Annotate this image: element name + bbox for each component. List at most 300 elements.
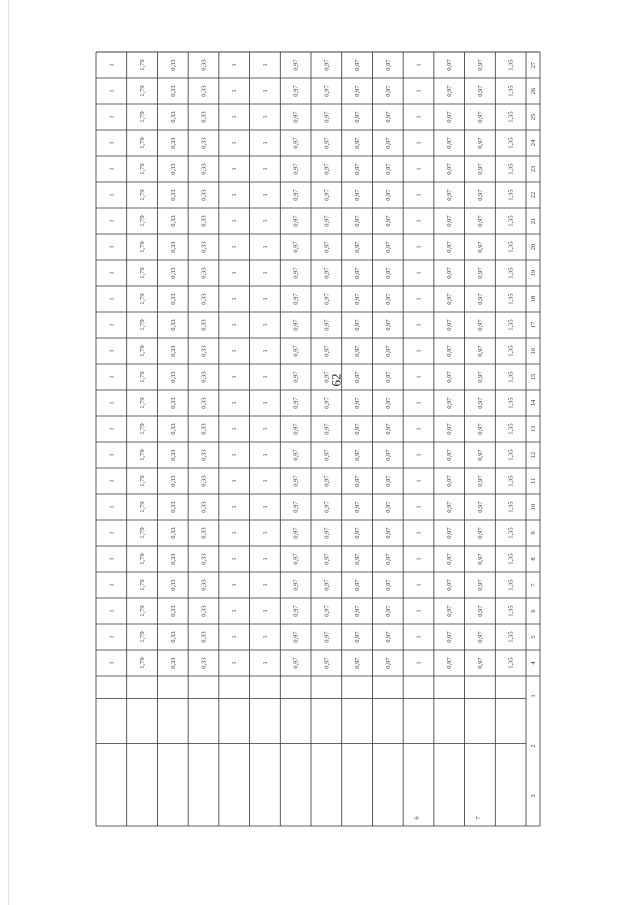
table-cell: 0,97 <box>354 345 362 357</box>
table-cell: 1,79 <box>139 605 147 617</box>
table-cell: 0,33 <box>169 85 177 97</box>
table-cell: 1,79 <box>139 137 147 149</box>
table-cell: 0,97 <box>292 189 300 201</box>
table-cell: 1,35 <box>507 267 515 279</box>
table-cell: 0,33 <box>200 631 208 643</box>
table-cell: 0,33 <box>200 137 208 149</box>
table-cell: 1,79 <box>139 371 147 383</box>
table-cell: 0,97 <box>354 59 362 71</box>
table-cell: 1 <box>261 167 269 171</box>
table-cell: 0,97 <box>323 241 331 253</box>
table-cell: 0,33 <box>169 657 177 669</box>
table-cell: 1 <box>231 375 239 379</box>
table-cell: 0,33 <box>169 501 177 513</box>
table-cell: 0,97 <box>446 501 454 513</box>
table-cell: 0,97 <box>354 111 362 123</box>
table-cell: 0,97 <box>384 657 392 669</box>
table-cell: 0,97 <box>354 215 362 227</box>
table-cell: 1,79 <box>139 579 147 591</box>
page-number: 62 <box>328 373 344 387</box>
table-cell: 0,33 <box>169 475 177 487</box>
table-cell: 0,97 <box>384 189 392 201</box>
table-cell: 0,97 <box>384 371 392 383</box>
table-cell: 1,35 <box>507 293 515 305</box>
table-cell: 1 <box>415 167 423 171</box>
table-cell: 0,97 <box>446 163 454 175</box>
table-cell: 1 <box>108 115 116 119</box>
table-cell: 0,97 <box>292 345 300 357</box>
column-number: 15 <box>530 373 537 381</box>
table-cell: 0,33 <box>200 163 208 175</box>
table-cell: 1 <box>261 193 269 197</box>
column-number: 7 <box>530 583 537 587</box>
table-cell: 0,97 <box>446 631 454 643</box>
table-cell: 0,97 <box>323 189 331 201</box>
table-cell: 0,33 <box>200 267 208 279</box>
table-cell: 1 <box>231 557 239 561</box>
table-cell: 0,97 <box>292 397 300 409</box>
table-cell: 1 <box>415 323 423 327</box>
table-cell: 1 <box>231 531 239 535</box>
table-cell: 0,97 <box>384 345 392 357</box>
column-number: 23 <box>530 165 537 173</box>
table-cell: 1 <box>231 609 239 613</box>
column-number: 13 <box>530 425 537 433</box>
table-cell: 0,33 <box>169 449 177 461</box>
table-cell: 1 <box>415 245 423 249</box>
table-cell: 0,33 <box>200 371 208 383</box>
table-cell: 0,97 <box>323 631 331 643</box>
column-number: 4 <box>530 661 537 665</box>
table-cell: 1 <box>231 219 239 223</box>
table-cell: 0,33 <box>169 111 177 123</box>
table-cell: 1,35 <box>507 319 515 331</box>
table-cell: 1 <box>261 479 269 483</box>
table-cell: 0,33 <box>169 371 177 383</box>
table-cell: 1 <box>261 63 269 67</box>
column-number: 8 <box>530 557 537 561</box>
table-cell: 0,33 <box>169 137 177 149</box>
header-number: 2 <box>530 744 537 748</box>
table-cell: 0,97 <box>446 111 454 123</box>
table-cell: 0,97 <box>476 163 484 175</box>
table-cell: 0,33 <box>169 345 177 357</box>
table-cell: 0,97 <box>476 215 484 227</box>
table-cell: 0,33 <box>200 553 208 565</box>
table-cell: 0,97 <box>323 345 331 357</box>
table-cell: 1 <box>261 349 269 353</box>
section-number: 7 <box>474 816 482 820</box>
header-number: 3 <box>530 794 537 798</box>
table-cell: 0,97 <box>384 449 392 461</box>
table-cell: 0,97 <box>384 111 392 123</box>
table-cell: 0,97 <box>446 319 454 331</box>
table-cell: 0,97 <box>354 579 362 591</box>
table-cell: 1,79 <box>139 163 147 175</box>
table-cell: 1 <box>261 635 269 639</box>
column-number: 21 <box>530 217 537 225</box>
table-cell: 1,35 <box>507 501 515 513</box>
table-cell: 1 <box>261 141 269 145</box>
table-cell: 1 <box>108 479 116 483</box>
table-cell: 1,79 <box>139 475 147 487</box>
table-cell: 0,97 <box>292 371 300 383</box>
table-cell: 0,97 <box>384 397 392 409</box>
table-cell: 1 <box>231 583 239 587</box>
table-cell: 1 <box>231 245 239 249</box>
table-cell: 0,33 <box>169 319 177 331</box>
table-cell: 1 <box>108 505 116 509</box>
table-cell: 0,97 <box>476 345 484 357</box>
table-cell: 0,33 <box>169 59 177 71</box>
table-cell: 1 <box>261 297 269 301</box>
table-cell: 0,97 <box>292 137 300 149</box>
table-cell: 0,97 <box>476 527 484 539</box>
table-cell: 0,97 <box>384 527 392 539</box>
table-cell: 0,97 <box>476 501 484 513</box>
table-cell: 0,97 <box>384 579 392 591</box>
table-cell: 0,97 <box>354 501 362 513</box>
column-number: 26 <box>530 87 537 95</box>
table-cell: 0,97 <box>354 631 362 643</box>
table-cell: 1,35 <box>507 423 515 435</box>
table-cell: 0,97 <box>323 111 331 123</box>
table-cell: 1,79 <box>139 631 147 643</box>
table-cell: 0,97 <box>354 85 362 97</box>
table-cell: 0,97 <box>292 501 300 513</box>
table-cell: 0,33 <box>200 657 208 669</box>
table-cell: 0,97 <box>476 553 484 565</box>
table-cell: 0,97 <box>292 423 300 435</box>
column-number: 5 <box>530 635 537 639</box>
table-cell: 0,97 <box>446 267 454 279</box>
table-cell: 0,33 <box>200 319 208 331</box>
table-cell: 0,97 <box>354 527 362 539</box>
table-cell: 0,97 <box>446 579 454 591</box>
table-cell: 0,97 <box>476 449 484 461</box>
table-cell: 0,97 <box>446 371 454 383</box>
table-cell: 0,97 <box>323 553 331 565</box>
table-cell: 1,35 <box>507 553 515 565</box>
table-cell: 0,97 <box>354 267 362 279</box>
table-cell: 0,97 <box>292 59 300 71</box>
table-cell: 0,97 <box>384 59 392 71</box>
table-cell: 1 <box>108 245 116 249</box>
column-number: 12 <box>530 451 537 459</box>
table-cell: 1 <box>108 141 116 145</box>
column-number: 27 <box>530 61 537 69</box>
table-cell: 1,35 <box>507 631 515 643</box>
table-cell: 0,33 <box>169 553 177 565</box>
table-cell: 1 <box>261 557 269 561</box>
table-cell: 0,33 <box>200 111 208 123</box>
table-cell: 1 <box>108 89 116 93</box>
table-cell: 0,97 <box>476 137 484 149</box>
table-cell: 1 <box>108 193 116 197</box>
table-cell: 0,97 <box>446 345 454 357</box>
table-cell: 0,33 <box>200 605 208 617</box>
table-cell: 0,97 <box>476 397 484 409</box>
table-cell: 0,33 <box>200 501 208 513</box>
table-cell: 0,97 <box>446 657 454 669</box>
table-cell: 0,97 <box>354 189 362 201</box>
table-cell: 1 <box>108 63 116 67</box>
table-cell: 1,35 <box>507 59 515 71</box>
table-cell: 0,97 <box>446 189 454 201</box>
table-cell: 0,97 <box>354 553 362 565</box>
table-cell: 1,79 <box>139 241 147 253</box>
table-cell: 0,97 <box>292 527 300 539</box>
table-cell: 0,97 <box>476 423 484 435</box>
table-cell: 0,97 <box>292 475 300 487</box>
table-cell: 0,33 <box>200 293 208 305</box>
table-cell: 0,97 <box>292 319 300 331</box>
column-number: 19 <box>530 269 537 277</box>
table-cell: 1,79 <box>139 293 147 305</box>
table-cell: 1 <box>231 427 239 431</box>
table-cell: 1 <box>108 219 116 223</box>
table-cell: 1,35 <box>507 579 515 591</box>
table-cell: 0,33 <box>169 215 177 227</box>
table-cell: 0,33 <box>169 293 177 305</box>
table-cell: 0,97 <box>446 241 454 253</box>
table-cell: 1 <box>261 401 269 405</box>
table-cell: 0,97 <box>476 631 484 643</box>
table-cell: 0,33 <box>200 241 208 253</box>
table-cell: 0,97 <box>292 293 300 305</box>
table-cell: 0,97 <box>384 215 392 227</box>
header-number: 1 <box>530 694 537 698</box>
table-cell: 0,97 <box>323 657 331 669</box>
table-cell: 1 <box>415 609 423 613</box>
table-cell: 0,97 <box>384 501 392 513</box>
table-cell: 1,35 <box>507 111 515 123</box>
table-cell: 1,35 <box>507 345 515 357</box>
table-cell: 0,33 <box>200 59 208 71</box>
table-cell: 0,97 <box>292 111 300 123</box>
table-cell: 0,97 <box>384 319 392 331</box>
table-cell: 0,97 <box>354 293 362 305</box>
column-number: 11 <box>530 477 537 485</box>
table-cell: 0,33 <box>200 215 208 227</box>
table-cell: 0,97 <box>354 371 362 383</box>
table-cell: 1 <box>415 661 423 665</box>
table-cell: 1,79 <box>139 189 147 201</box>
table-cell: 1 <box>108 661 116 665</box>
table-cell: 0,97 <box>446 85 454 97</box>
table-cell: 0,97 <box>323 163 331 175</box>
table-cell: 0,97 <box>446 293 454 305</box>
column-number: 17 <box>530 321 537 329</box>
table-cell: 1 <box>108 167 116 171</box>
table-cell: 1 <box>415 453 423 457</box>
table-cell: 1,79 <box>139 215 147 227</box>
table-cell: 1 <box>261 115 269 119</box>
table-cell: 0,97 <box>292 631 300 643</box>
table-cell: 0,97 <box>323 527 331 539</box>
table-cell: 1,35 <box>507 527 515 539</box>
table-cell: 0,97 <box>476 111 484 123</box>
table-cell: 0,97 <box>323 397 331 409</box>
table-cell: 1,35 <box>507 241 515 253</box>
table-cell: 0,97 <box>384 267 392 279</box>
table-cell: 1,79 <box>139 319 147 331</box>
table-cell: 1 <box>231 89 239 93</box>
table-cell: 0,97 <box>354 657 362 669</box>
table-cell: 1,35 <box>507 371 515 383</box>
table-cell: 0,33 <box>169 605 177 617</box>
table-cell: 0,97 <box>384 293 392 305</box>
table-cell: 1 <box>415 271 423 275</box>
table-cell: 1,35 <box>507 163 515 175</box>
table-cell: 1 <box>415 557 423 561</box>
table-cell: 0,97 <box>323 579 331 591</box>
table-cell: 1 <box>261 661 269 665</box>
table-cell: 0,33 <box>200 189 208 201</box>
table-cell: 0,97 <box>476 293 484 305</box>
table-cell: 1 <box>108 401 116 405</box>
table-cell: 0,33 <box>169 397 177 409</box>
table-cell: 1 <box>261 219 269 223</box>
table-cell: 1 <box>415 89 423 93</box>
table-grid <box>96 52 540 826</box>
table-cell: 1 <box>108 583 116 587</box>
table-cell: 0,97 <box>323 475 331 487</box>
table-cell: 1,35 <box>507 85 515 97</box>
table-cells <box>108 59 537 820</box>
table-cell: 0,97 <box>354 397 362 409</box>
table-cell: 1 <box>261 531 269 535</box>
table-cell: 0,97 <box>323 59 331 71</box>
table-cell: 0,97 <box>384 137 392 149</box>
table-cell: 0,33 <box>169 423 177 435</box>
table-cell: 1 <box>415 115 423 119</box>
table-cell: 0,97 <box>354 241 362 253</box>
table-cell: 1,79 <box>139 501 147 513</box>
column-number: 25 <box>530 113 537 121</box>
table-cell: 0,33 <box>169 241 177 253</box>
table-cell: 1,79 <box>139 267 147 279</box>
table-cell: 0,97 <box>354 449 362 461</box>
table-cell: 1 <box>261 245 269 249</box>
table-cell: 0,33 <box>200 527 208 539</box>
column-number: 18 <box>530 295 537 303</box>
table-cell: 0,97 <box>384 423 392 435</box>
table-cell: 1 <box>108 609 116 613</box>
table-cell: 1 <box>231 141 239 145</box>
table-cell: 0,97 <box>476 371 484 383</box>
table-cell: 0,33 <box>169 189 177 201</box>
table-cell: 1 <box>261 453 269 457</box>
table-cell: 0,33 <box>169 527 177 539</box>
table-cell: 0,33 <box>169 267 177 279</box>
table-cell: 0,97 <box>476 605 484 617</box>
table-cell: 1 <box>415 479 423 483</box>
table-cell: 1 <box>261 427 269 431</box>
table-cell: 0,33 <box>200 85 208 97</box>
table-cell: 0,97 <box>323 319 331 331</box>
table-cell: 1 <box>415 635 423 639</box>
table-cell: 0,33 <box>169 579 177 591</box>
column-number: 16 <box>530 347 537 355</box>
table-cell: 1 <box>261 375 269 379</box>
table-cell: 1 <box>415 427 423 431</box>
table-cell: 0,97 <box>384 85 392 97</box>
table-cell: 1 <box>231 349 239 353</box>
table-cell: 0,97 <box>476 319 484 331</box>
table-cell: 1,35 <box>507 449 515 461</box>
table-cell: 1,35 <box>507 215 515 227</box>
table-cell: 0,97 <box>354 163 362 175</box>
table-cell: 1 <box>108 349 116 353</box>
column-number: 10 <box>530 503 537 511</box>
table-cell: 0,97 <box>323 85 331 97</box>
table-cell: 0,97 <box>384 631 392 643</box>
table-cell: 1,79 <box>139 423 147 435</box>
column-number: 24 <box>530 139 537 147</box>
table-cell: 1 <box>415 375 423 379</box>
table-cell: 0,97 <box>323 267 331 279</box>
table-cell: 0,97 <box>384 475 392 487</box>
table-cell: 0,97 <box>384 241 392 253</box>
table-cell: 1,35 <box>507 605 515 617</box>
table-cell: 1 <box>108 635 116 639</box>
table-cell: 0,97 <box>292 163 300 175</box>
table-cell: 0,97 <box>476 241 484 253</box>
table-cell: 0,97 <box>446 605 454 617</box>
table-cell: 1 <box>261 89 269 93</box>
table-cell: 1,35 <box>507 657 515 669</box>
table-cell: 0,97 <box>354 605 362 617</box>
table-cell: 0,97 <box>323 423 331 435</box>
table-cell: 0,97 <box>292 553 300 565</box>
table-cell: 0,97 <box>446 215 454 227</box>
table-cell: 0,33 <box>169 163 177 175</box>
table-cell: 0,97 <box>354 423 362 435</box>
table-cell: 0,97 <box>292 241 300 253</box>
table-cell: 0,97 <box>323 449 331 461</box>
table-cell: 1,79 <box>139 553 147 565</box>
table-cell: 1 <box>231 635 239 639</box>
table-cell: 0,97 <box>292 215 300 227</box>
table-cell: 0,97 <box>446 553 454 565</box>
table-cell: 0,97 <box>292 657 300 669</box>
table-cell: 1 <box>108 427 116 431</box>
table-cell: 1,35 <box>507 137 515 149</box>
table-cell: 1,79 <box>139 85 147 97</box>
table-cell: 1,79 <box>139 657 147 669</box>
table-cell: 0,97 <box>323 371 331 383</box>
table-cell: 1 <box>108 297 116 301</box>
table-cell: 0,33 <box>200 397 208 409</box>
table-cell: 0,97 <box>446 449 454 461</box>
table-cell: 1 <box>261 271 269 275</box>
table-cell: 0,97 <box>354 475 362 487</box>
table-cell: 1 <box>231 505 239 509</box>
table-cell: 0,97 <box>476 85 484 97</box>
table-cell: 0,97 <box>476 579 484 591</box>
table-cell: 1 <box>231 193 239 197</box>
table-cell: 0,97 <box>292 605 300 617</box>
table-cell: 1 <box>108 453 116 457</box>
table-cell: 1 <box>108 557 116 561</box>
table-cell: 1 <box>108 531 116 535</box>
table-cell: 0,33 <box>200 579 208 591</box>
table-cell: 0,97 <box>446 423 454 435</box>
table-cell: 0,97 <box>384 553 392 565</box>
table-cell: 1 <box>415 63 423 67</box>
table-cell: 0,33 <box>200 423 208 435</box>
